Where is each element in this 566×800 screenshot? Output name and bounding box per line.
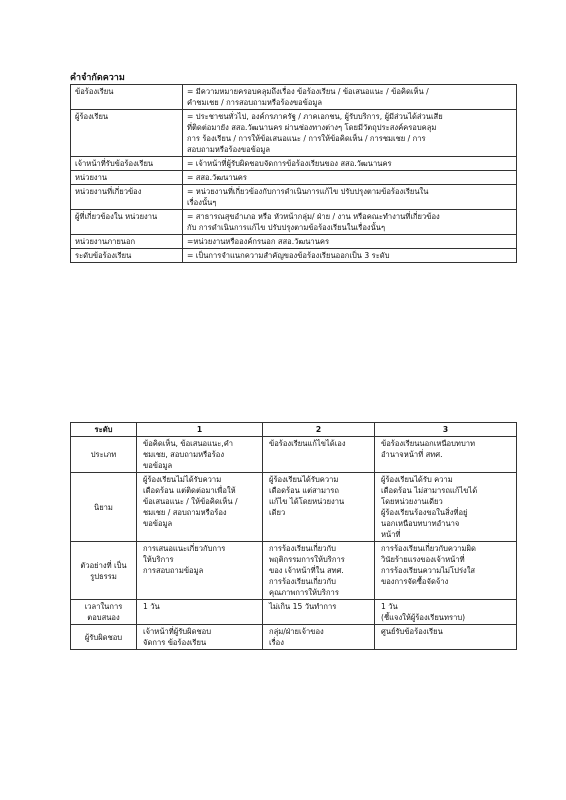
level-table-header-row bbox=[71, 423, 517, 437]
cell-line: ผู้ร้องเรียนไม่ได้รับความ bbox=[143, 475, 222, 484]
cell-line: การสอบถามข้อมูล bbox=[143, 566, 204, 575]
level-cell bbox=[375, 437, 517, 473]
cell-line: = หน่วยงานที่เกี่ยวข้องกับการดำเนินการแก้ไข ปรับปรุงตามข้อร้องเรียนใน bbox=[187, 187, 429, 196]
definition-term: ข้อร้องเรียน bbox=[71, 85, 183, 110]
cell-line: 1 วัน bbox=[381, 602, 398, 611]
cell-line: การร้องเรียนเกี่ยวกับ bbox=[269, 577, 336, 586]
complaint-level-table bbox=[70, 422, 517, 650]
level-row bbox=[71, 542, 517, 600]
definition-text bbox=[183, 249, 517, 263]
definition-term: ผู้ที่เกี่ยวข้องใน หน่วยงาน bbox=[71, 210, 183, 235]
cell-line: จัดการ ข้อร้องเรียน bbox=[143, 638, 207, 647]
cell-line: ข้อเสนอแนะ / ให้ข้อคิดเห็น / bbox=[143, 497, 238, 506]
level-cell bbox=[375, 600, 517, 625]
definition-term: เจ้าหน้าที่รับข้อร้องเรียน bbox=[71, 157, 183, 171]
level-cell bbox=[137, 600, 263, 625]
cell-line: ข้อร้องเรียนนอกเหนือบทบาท bbox=[381, 439, 476, 448]
cell-line: กลุ่ม/ฝ่ายเจ้าของ bbox=[269, 627, 324, 636]
definition-term: ผู้ร้องเรียน bbox=[71, 110, 183, 157]
definition-text bbox=[183, 171, 517, 185]
cell-line: ขอข้อมูล bbox=[143, 461, 173, 470]
cell-line: ไม่เกิน 15 วันทำการ bbox=[269, 602, 337, 611]
cell-line: (ชี้แจงให้ผู้ร้องเรียนทราบ) bbox=[381, 613, 466, 622]
cell-line: เดือดร้อน แต่ติดต่อมาเพื่อให้ bbox=[143, 486, 236, 495]
level-cell bbox=[137, 473, 263, 542]
cell-line: ของ เจ้าหน้าที่ใน สทศ. bbox=[269, 566, 344, 575]
level-header-2: 2 bbox=[263, 423, 375, 437]
level-row-label: เวลาในการ ตอบสนอง bbox=[71, 600, 137, 625]
cell-line: อำนาจหน้าที่ สทศ. bbox=[381, 450, 443, 459]
level-cell bbox=[263, 625, 375, 650]
cell-line: ชมเชย / สอบถามหรือร้อง bbox=[143, 508, 227, 517]
cell-line: คุณภาพการให้บริการ bbox=[269, 588, 339, 597]
cell-line: การร้องเรียนเกี่ยวกับความผิด bbox=[381, 544, 476, 553]
cell-line: ผู้ร้องเรียนร้องขอในสิ่งที่อยู่ bbox=[381, 508, 468, 517]
level-header-3: 3 bbox=[375, 423, 517, 437]
cell-line: = สสอ.วัฒนานคร bbox=[187, 173, 247, 182]
definitions-table bbox=[70, 84, 517, 263]
cell-line: เรื่องนั้นๆ bbox=[187, 198, 217, 207]
level-row bbox=[71, 437, 517, 473]
cell-line: เจ้าหน้าที่ผู้รับผิดชอบ bbox=[143, 627, 212, 636]
cell-line: = เจ้าหน้าที่ผู้รับผิดชอบจัดการข้อร้องเรียนของ สสอ.วัฒนานคร bbox=[187, 159, 392, 168]
definition-row bbox=[71, 235, 517, 249]
cell-line: กับ การดำเนินการแก้ไข ปรับปรุงตามข้อร้องเรียนในเรื่องนั้นๆ bbox=[187, 223, 386, 232]
cell-line: พฤติกรรมการให้บริการ bbox=[269, 555, 345, 564]
cell-line: = ประชาชนทั่วไป, องค์กรภาครัฐ / ภาคเอกชน, ผู้รับบริการ, ผู้มีส่วนได้ส่วนเสีย bbox=[187, 112, 443, 121]
cell-line: การร้องเรียนเกี่ยวกับ bbox=[269, 544, 336, 553]
cell-line: ให้บริการ bbox=[143, 555, 174, 564]
cell-line: ผู้ร้องเรียนได้รับความ bbox=[269, 475, 339, 484]
cell-line: ผู้ร้องเรียนได้รับ ความ bbox=[381, 475, 453, 484]
definition-term: หน่วยงานที่เกี่ยวข้อง bbox=[71, 185, 183, 210]
level-header-label: ระดับ bbox=[71, 423, 137, 437]
cell-line: การเสนอแนะเกี่ยวกับการ bbox=[143, 544, 226, 553]
level-cell bbox=[263, 542, 375, 600]
definition-text bbox=[183, 157, 517, 171]
cell-line: ข้อร้องเรียนแก้ไขได้เอง bbox=[269, 439, 346, 448]
level-row-label: ผู้รับผิดชอบ bbox=[71, 625, 137, 650]
level-cell bbox=[137, 625, 263, 650]
level-row bbox=[71, 473, 517, 542]
definition-text bbox=[183, 210, 517, 235]
cell-line: นอกเหนือบทบาทอำนาจ bbox=[381, 519, 460, 528]
cell-line: คำชมเชย / การสอบถามหรือร้องขอข้อมูล bbox=[187, 98, 323, 107]
level-header-1: 1 bbox=[137, 423, 263, 437]
cell-line: =หน่วยงานหรือองค์กรนอก สสอ.วัฒนานคร bbox=[187, 237, 330, 246]
definition-row bbox=[71, 210, 517, 235]
definition-text bbox=[183, 235, 517, 249]
level-cell bbox=[375, 625, 517, 650]
cell-line: = มีความหมายครอบคลุมถึงเรื่อง ข้อร้องเรียน / ข้อเสนอแนะ / ข้อคิดเห็น / bbox=[187, 87, 429, 96]
cell-line: แก้ไข ได้โดยหน่วยงาน bbox=[269, 497, 345, 506]
cell-line: = เป็นการจำแนกความสำคัญของข้อร้องเรียนออกเป็น 3 ระดับ bbox=[187, 251, 390, 260]
level-cell bbox=[375, 542, 517, 600]
definition-term: ระดับข้อร้องเรียน bbox=[71, 249, 183, 263]
cell-line: ศูนย์รับข้อร้องเรียน bbox=[381, 627, 443, 636]
definition-term: หน่วยงาน bbox=[71, 171, 183, 185]
level-row-label: ตัวอย่างที่ เป็น รูปธรรม bbox=[71, 542, 137, 600]
level-row-label: นิยาม bbox=[71, 473, 137, 542]
level-row bbox=[71, 625, 517, 650]
cell-line: วินัยร้ายแรงของเจ้าหน้าที่ bbox=[381, 555, 465, 564]
level-cell bbox=[137, 437, 263, 473]
definition-row bbox=[71, 171, 517, 185]
cell-line: ของการจัดซื้อจัดจ้าง bbox=[381, 577, 449, 586]
cell-line: ข้อคิดเห็น, ข้อเสนอแนะ,คำ bbox=[143, 439, 234, 448]
definition-text bbox=[183, 110, 517, 157]
cell-line: เดือดร้อน แต่สามารถ bbox=[269, 486, 339, 495]
level-cell bbox=[137, 542, 263, 600]
definition-row bbox=[71, 110, 517, 157]
cell-line: การ ร้องเรียน / การให้ข้อเสนอแนะ / การให้ข้อคิดเห็น / การชมเชย / การ bbox=[187, 134, 426, 143]
definition-text bbox=[183, 85, 517, 110]
definition-row bbox=[71, 185, 517, 210]
cell-line: หน้าที่ bbox=[381, 530, 401, 539]
cell-line: เรื่อง bbox=[269, 638, 284, 647]
level-row bbox=[71, 600, 517, 625]
level-cell bbox=[263, 473, 375, 542]
cell-line: = สาธารณสุขอำเภอ หรือ หัวหน้ากลุ่ม/ ฝ่าย / งาน หรือคณะทำงานที่เกี่ยวข้อง bbox=[187, 212, 440, 221]
cell-line: ชมเชย, สอบถามหรือร้อง bbox=[143, 450, 225, 459]
level-cell bbox=[375, 473, 517, 542]
cell-line: เดียว bbox=[269, 508, 286, 517]
level-cell bbox=[263, 437, 375, 473]
cell-line: สอบถามหรือร้องขอข้อมูล bbox=[187, 145, 271, 154]
cell-line: ขอข้อมูล bbox=[143, 519, 173, 528]
cell-line: เดือดร้อน ไม่สามารถแก้ไขได้ bbox=[381, 486, 478, 495]
definition-text bbox=[183, 185, 517, 210]
definition-row bbox=[71, 249, 517, 263]
level-cell bbox=[263, 600, 375, 625]
definition-row bbox=[71, 85, 517, 110]
cell-line: การร้องเรียนความไม่โปร่งใส bbox=[381, 566, 476, 575]
cell-line: ที่ติดต่อมายัง สสอ.วัฒนานคร ผ่านช่องทางต่างๆ โดยมีวัตถุประสงค์ครอบคลุม bbox=[187, 123, 437, 132]
definition-term: หน่วยงานภายนอก bbox=[71, 235, 183, 249]
section-heading: คำจำกัดความ bbox=[70, 73, 125, 83]
cell-line: โดยหน่วยงานเดียว bbox=[381, 497, 443, 506]
definition-row bbox=[71, 157, 517, 171]
level-row-label: ประเภท bbox=[71, 437, 137, 473]
cell-line: 1 วัน bbox=[143, 602, 160, 611]
